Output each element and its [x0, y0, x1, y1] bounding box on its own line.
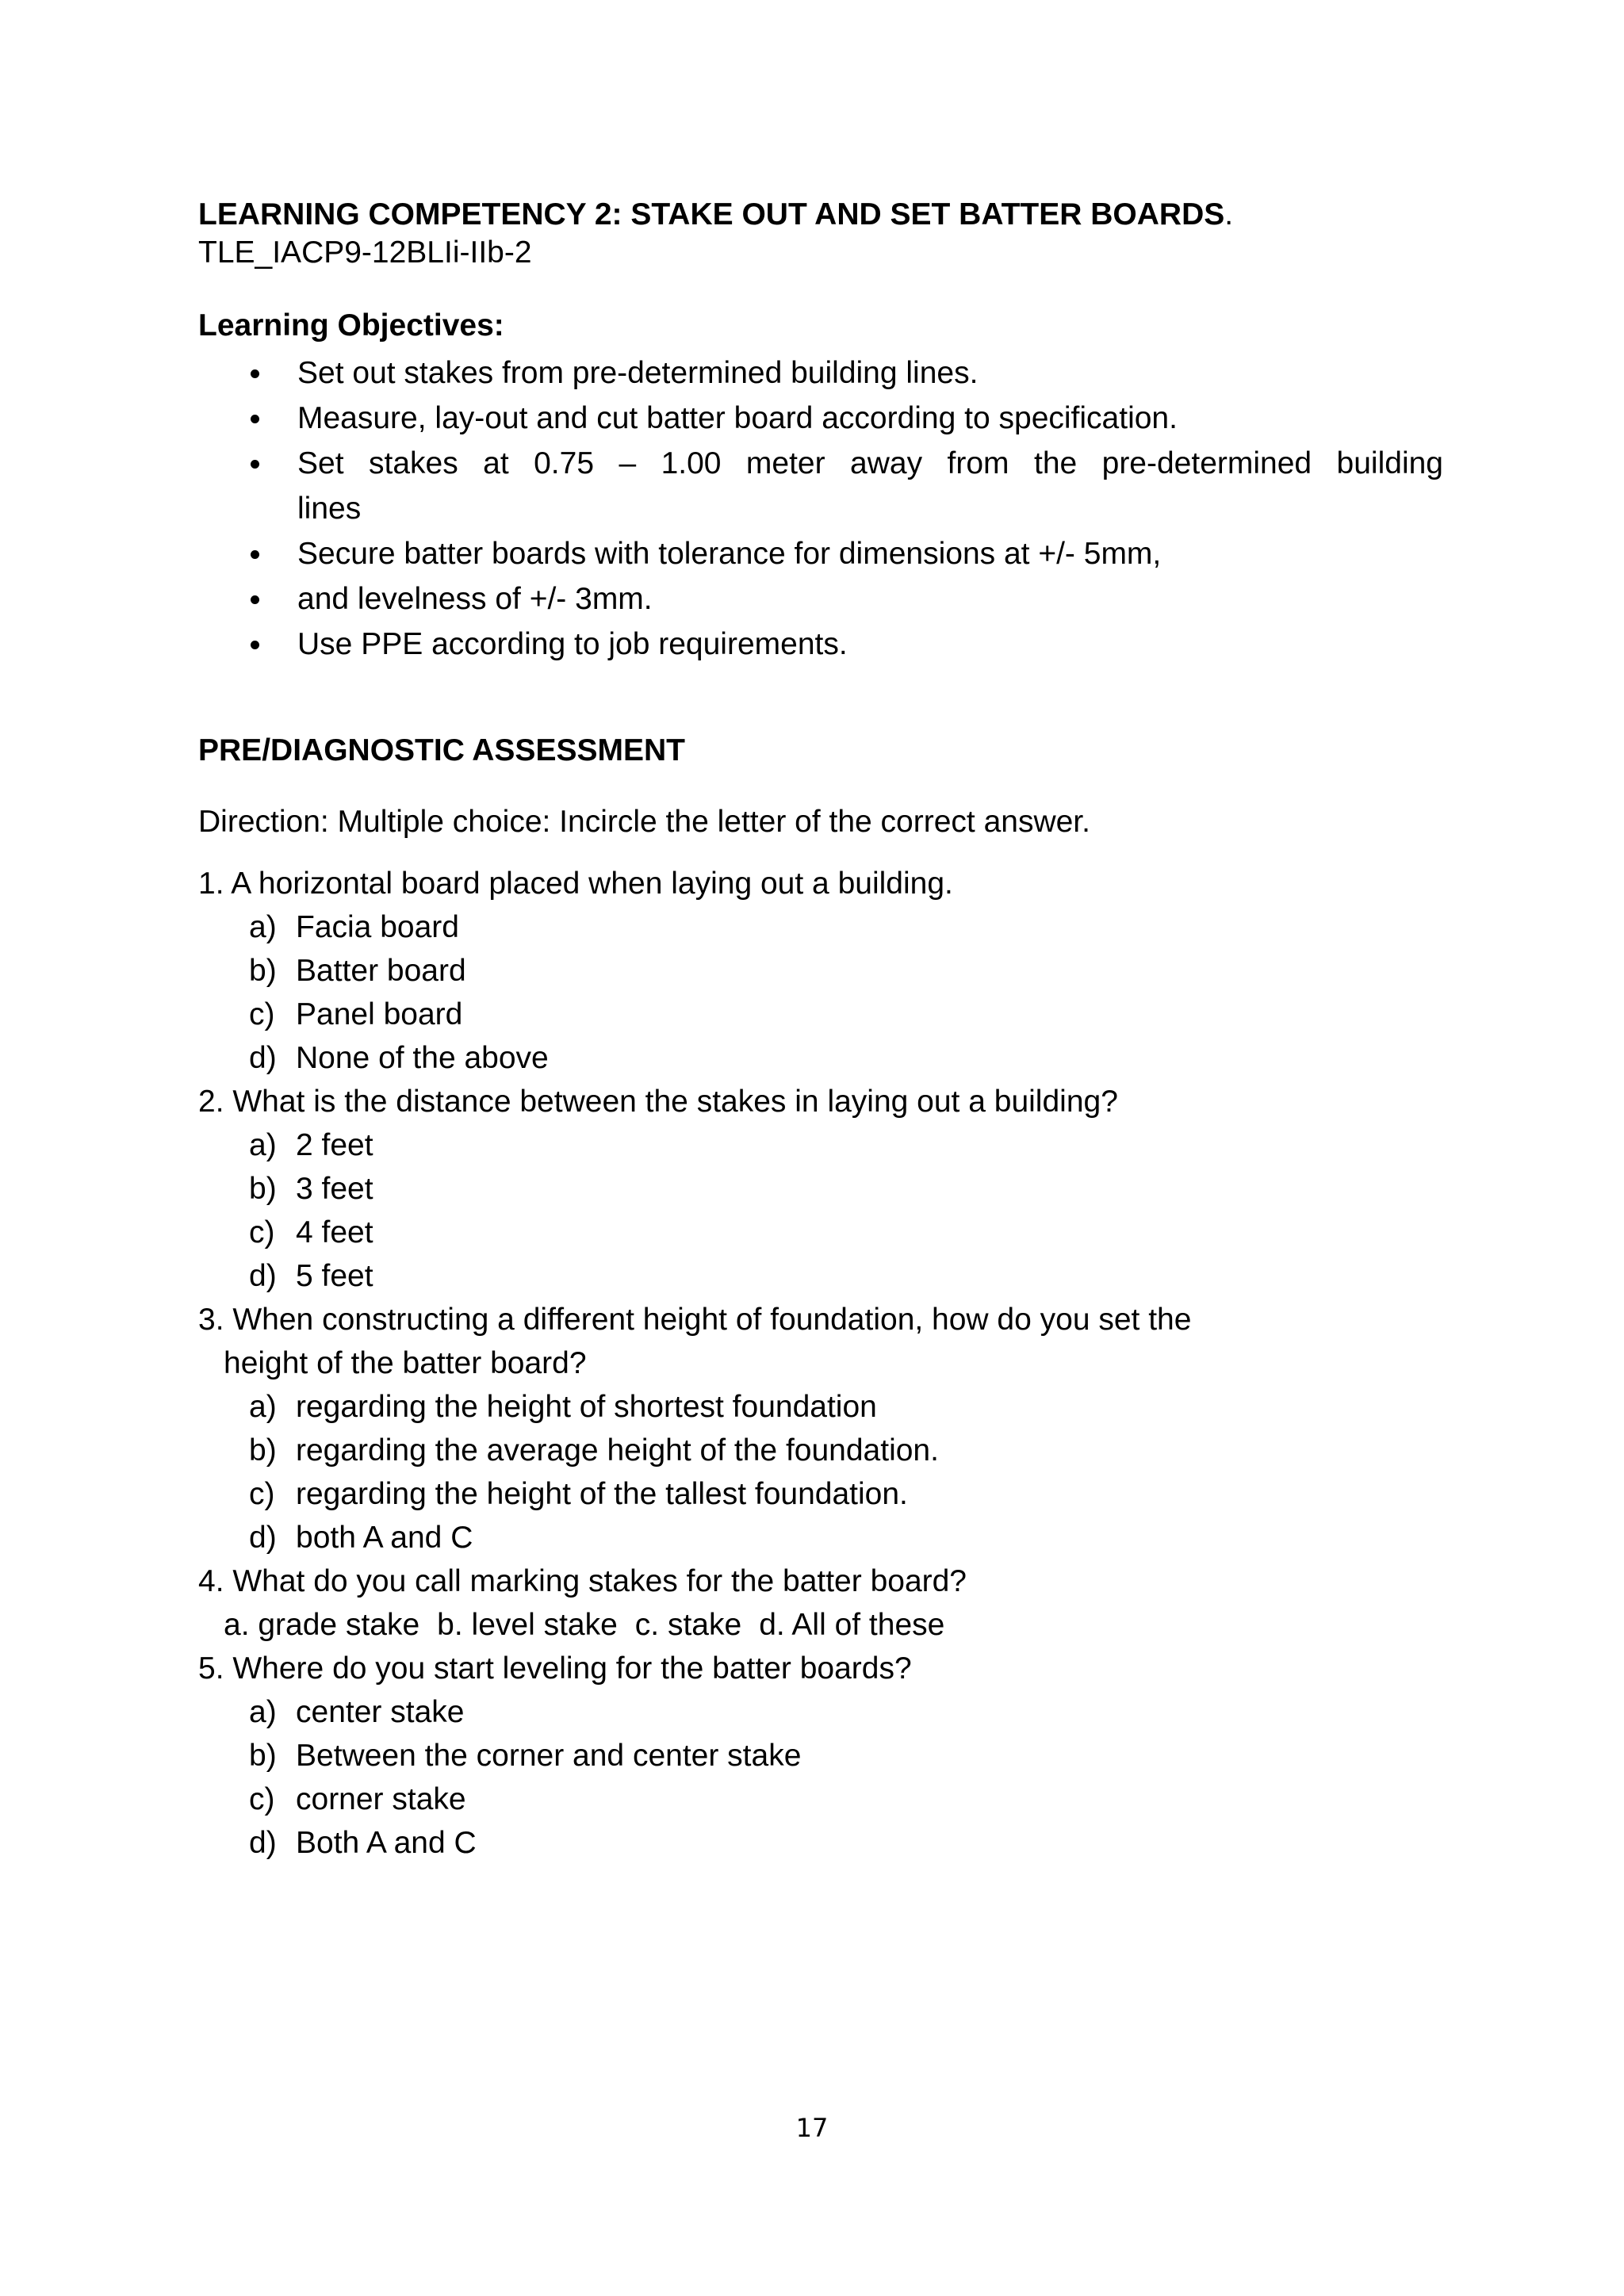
question-1: 1. A horizontal board placed when laying out a building.	[198, 867, 953, 901]
competency-title: LEARNING COMPETENCY 2: STAKE OUT AND SET BATTER BOARDS	[198, 197, 1225, 232]
answer-option: d) Both A and C	[249, 1826, 477, 1860]
answer-option: a) Facia board	[249, 910, 459, 944]
answer-option: c) regarding the height of the tallest foundation.	[249, 1477, 908, 1511]
objective-item: Set out stakes from pre-determined building lines.	[198, 350, 1443, 396]
competency-period: .	[1224, 197, 1234, 232]
answer-option: b) Batter board	[249, 954, 466, 988]
answer-option: d) None of the above	[249, 1041, 549, 1075]
question-3-continuation: height of the batter board?	[224, 1346, 587, 1380]
objective-item: Secure batter boards with tolerance for dimensions at +/- 5mm,	[198, 531, 1443, 576]
competency-code: TLE_IACP9-12BLIi-IIb-2	[198, 235, 532, 270]
answer-option: d. All of these	[759, 1608, 945, 1642]
bullet-icon	[251, 460, 259, 469]
question-list	[198, 862, 1467, 1865]
objectives-list	[198, 350, 1443, 667]
answer-option: b. level stake	[437, 1608, 618, 1642]
answer-option: b) regarding the average height of the foundation.	[249, 1433, 939, 1468]
question-5: 5. Where do you start leveling for the batter boards?	[198, 1651, 912, 1686]
question-2: 2. What is the distance between the stakes in laying out a building?	[198, 1085, 1118, 1119]
answer-option: b) Between the corner and center stake	[249, 1739, 802, 1773]
page-number: 17	[795, 2113, 829, 2143]
objective-item: and levelness of +/- 3mm.	[198, 576, 1443, 622]
answer-option: b) 3 feet	[249, 1172, 373, 1206]
assessment-direction: Direction: Multiple choice: Incircle the letter of the correct answer.	[198, 805, 1090, 839]
objectives-heading: Learning Objectives:	[198, 308, 504, 342]
answer-option: a) 2 feet	[249, 1128, 373, 1162]
answer-option: a) regarding the height of shortest foundation	[249, 1390, 877, 1424]
answer-option: d) 5 feet	[249, 1259, 373, 1293]
bullet-icon	[251, 550, 259, 559]
bullet-icon	[251, 369, 259, 378]
inline-answer-options	[198, 1603, 1467, 1647]
bullet-icon	[251, 415, 259, 423]
objective-item: Set stakes at 0.75 – 1.00 meter away from the pre-determined building lines	[198, 441, 1443, 531]
bullet-icon	[251, 641, 259, 649]
competency-heading	[198, 197, 1233, 233]
answer-option: c) corner stake	[249, 1782, 466, 1816]
assessment-heading: PRE/DIAGNOSTIC ASSESSMENT	[198, 733, 685, 767]
objective-item: Measure, lay-out and cut batter board according to specification.	[198, 396, 1443, 441]
answer-option: c) 4 feet	[249, 1215, 373, 1249]
question-3: 3. When constructing a different height of foundation, how do you set the	[198, 1303, 1192, 1337]
bullet-icon	[251, 595, 259, 604]
answer-option: d) both A and C	[249, 1521, 473, 1555]
question-4: 4. What do you call marking stakes for the batter board?	[198, 1564, 967, 1598]
answer-option: a) center stake	[249, 1695, 465, 1729]
answer-option: c. stake	[634, 1608, 742, 1642]
objective-item: Use PPE according to job requirements.	[198, 622, 1443, 667]
answer-option: a. grade stake	[224, 1608, 420, 1642]
answer-option: c) Panel board	[249, 997, 463, 1031]
